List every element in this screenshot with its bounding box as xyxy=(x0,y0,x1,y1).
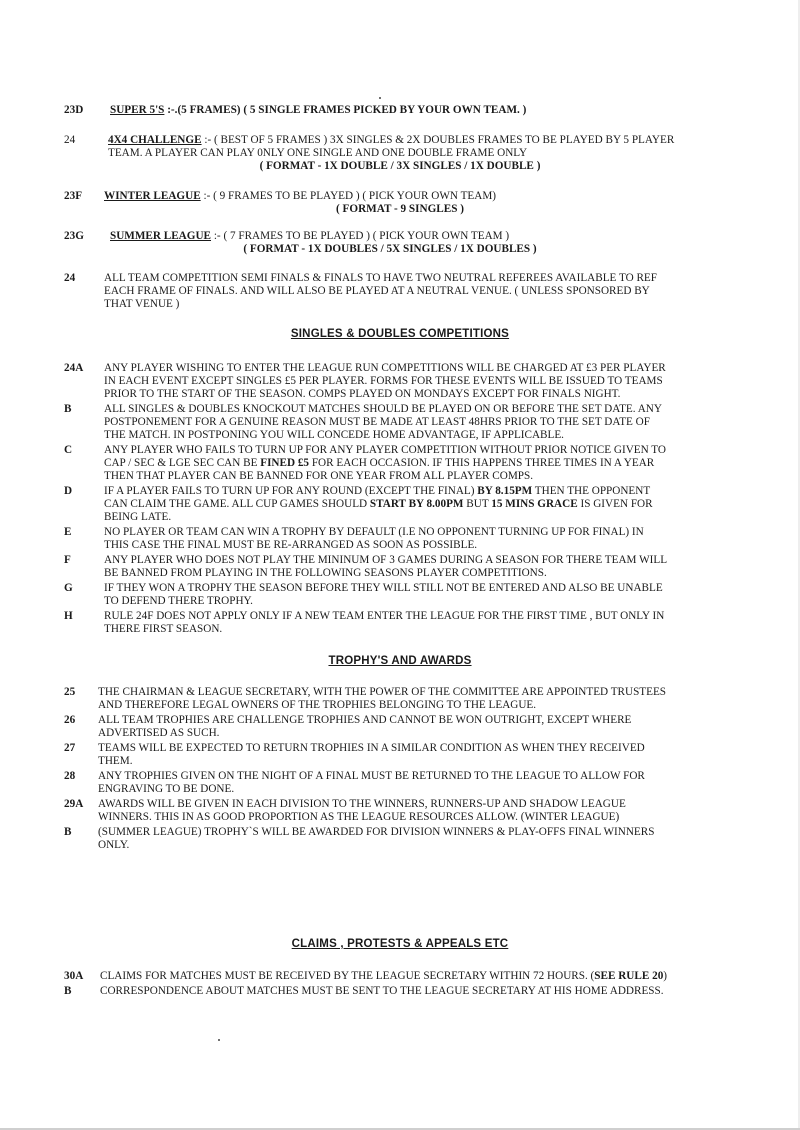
rule-text-line: NO PLAYER OR TEAM CAN WIN A TROPHY BY DEFAULT (I.E NO OPPONENT TURNING UP FOR FINAL) IN xyxy=(104,526,644,538)
rule-text-line: ALL SINGLES & DOUBLES KNOCKOUT MATCHES SHOULD BE PLAYED ON OR BEFORE THE SET DATE. ANY xyxy=(104,403,662,415)
section-heading-singles: SINGLES & DOUBLES COMPETITIONS xyxy=(290,328,510,340)
rule-number: B xyxy=(64,985,72,997)
rule-text-line: ADVERTISED AS SUCH. xyxy=(98,727,220,739)
text-run: CLAIMS FOR MATCHES MUST BE RECEIVED BY THE LEAGUE SECRETARY WITHIN 72 HOURS. ( xyxy=(100,970,595,982)
rule-text-line xyxy=(100,970,667,983)
rule-format: ( FORMAT - 1X DOUBLES / 5X SINGLES / 1X DOUBLES ) xyxy=(243,243,537,255)
rule-text-line: CORRESPONDENCE ABOUT MATCHES MUST BE SENT TO THE LEAGUE SECRETARY AT HIS HOME ADDRESS. xyxy=(100,985,664,997)
rule-text-line: THEM. xyxy=(98,755,133,767)
text-run: FOR EACH OCCASION. IF THIS HAPPENS THREE TIMES IN A YEAR xyxy=(309,457,655,469)
rule-text-line: IF THEY WON A TROPHY THE SEASON BEFORE THEY WILL STILL NOT BE ENTERED AND ALSO BE UNABLE xyxy=(104,582,663,594)
rule-number: 30A xyxy=(64,970,84,982)
rule-text-line: EACH FRAME OF FINALS. AND WILL ALSO BE PLAYED AT A NEUTRAL VENUE. ( UNLESS SPONSORED BY xyxy=(104,285,650,297)
speck-mark xyxy=(218,1039,220,1041)
rule-number: 23D xyxy=(64,104,84,116)
rule-text-line: ANY PLAYER WISHING TO ENTER THE LEAGUE RUN COMPETITIONS WILL BE CHARGED AT £3 PER PLAYER xyxy=(104,362,666,374)
text-run: THEN THE OPPONENT xyxy=(532,485,651,497)
text-run: ) xyxy=(663,970,668,982)
rule-number: C xyxy=(64,444,73,456)
section-heading-trophies: TROPHY'S AND AWARDS xyxy=(328,655,472,667)
start-time: START BY 8.00PM xyxy=(369,498,464,510)
rule-text-line: THE MATCH. IN POSTPONING YOU WILL CONCEDE HOME ADVANTAGE, IF APPLICABLE. xyxy=(104,429,564,441)
rule-text xyxy=(108,134,674,147)
rule-title-rest: :- ( 7 FRAMES TO BE PLAYED ) ( PICK YOUR OWN TEAM ) xyxy=(213,230,510,242)
section-heading-claims: CLAIMS , PROTESTS & APPEALS ETC xyxy=(291,938,509,950)
rule-text-line: ENGRAVING TO BE DONE. xyxy=(98,783,235,795)
rule-title: 4X4 CHALLENGE xyxy=(108,134,202,146)
rule-text-line: ALL TEAM TROPHIES ARE CHALLENGE TROPHIES AND CANNOT BE WON OUTRIGHT, EXCEPT WHERE xyxy=(98,714,632,726)
rule-text-line: WINNERS. THIS IN AS GOOD PROPORTION AS THE LEAGUE RESOURCES ALLOW. (WINTER LEAGUE) xyxy=(98,811,620,823)
rule-text-line: TEAM. A PLAYER CAN PLAY 0NLY ONE SINGLE AND ONE DOUBLE FRAME ONLY xyxy=(108,147,528,159)
rule-text-line: AWARDS WILL BE GIVEN IN EACH DIVISION TO THE WINNERS, RUNNERS-UP AND SHADOW LEAGUE xyxy=(98,798,626,810)
rule-text xyxy=(104,190,496,203)
rule-number: 26 xyxy=(64,714,76,726)
rule-title-rest: :- ( BEST OF 5 FRAMES ) 3X SINGLES & 2X DOUBLES FRAMES TO BE PLAYED BY 5 PLAYER xyxy=(204,134,675,146)
fine-amount: FINED £5 xyxy=(260,457,310,469)
text-run: IF A PLAYER FAILS TO TURN UP FOR ANY ROUND (EXCEPT THE FINAL) xyxy=(104,485,478,497)
rule-text-line: ANY PLAYER WHO FAILS TO TURN UP FOR ANY PLAYER COMPETITION WITHOUT PRIOR NOTICE GIVEN TO xyxy=(104,444,666,456)
rule-number: 24 xyxy=(64,272,76,284)
rule-text-line xyxy=(104,498,653,511)
text-run: BUT xyxy=(463,498,492,510)
rule-number: 25 xyxy=(64,686,76,698)
rule-text-line: IN EACH EVENT EXCEPT SINGLES £5 PER PLAYER. FORMS FOR THESE EVENTS WILL BE ISSUED TO TEAMS xyxy=(104,375,663,387)
rule-number: D xyxy=(64,485,73,497)
speck-mark xyxy=(379,97,381,99)
rule-text-line: RULE 24F DOES NOT APPLY ONLY IF A NEW TEAM ENTER THE LEAGUE FOR THE FIRST TIME , BUT ONLY IN xyxy=(104,610,665,622)
rule-reference: SEE RULE 20 xyxy=(594,970,664,982)
rule-text-line: POSTPONEMENT FOR A GENUINE REASON MUST BE MADE AT LEAST 48HRS PRIOR TO THE SET DATE OF xyxy=(104,416,650,428)
rule-text-line xyxy=(104,457,654,470)
rule-text-line: PRIOR TO THE START OF THE SEASON. COMPS PLAYED ON MONDAYS EXCEPT FOR FINALS NIGHT. xyxy=(104,388,621,400)
rule-text-line: TEAMS WILL BE EXPECTED TO RETURN TROPHIES IN A SIMILAR CONDITION AS WHEN THEY RECEIVED xyxy=(98,742,645,754)
rule-format: ( FORMAT - 1X DOUBLE / 3X SINGLES / 1X DOUBLE ) xyxy=(259,160,541,172)
rule-number: B xyxy=(64,826,72,838)
rule-text-line: ALL TEAM COMPETITION SEMI FINALS & FINALS TO HAVE TWO NEUTRAL REFEREES AVAILABLE TO REF xyxy=(104,272,657,284)
rule-text-line: ONLY. xyxy=(98,839,130,851)
rule-text-line: THERE FIRST SEASON. xyxy=(104,623,223,635)
rule-number: 23G xyxy=(64,230,84,242)
rule-title-rest: :- ( 9 FRAMES TO BE PLAYED ) ( PICK YOUR OWN TEAM) xyxy=(203,190,497,202)
deadline-time: BY 8.15PM xyxy=(477,485,533,497)
rule-text-line: THEN THAT PLAYER CAN BE BANNED FOR ONE YEAR FROM ALL PLAYER COMPS. xyxy=(104,470,534,482)
rule-number: 28 xyxy=(64,770,76,782)
rule-number: E xyxy=(64,526,72,538)
rule-text-line: THIS CASE THE FINAL MUST BE RE-ARRANGED AS SOON AS POSSIBLE. xyxy=(104,539,478,551)
rule-number: F xyxy=(64,554,71,566)
rule-number: B xyxy=(64,403,72,415)
rule-text-line: ANY PLAYER WHO DOES NOT PLAY THE MININUM OF 3 GAMES DURING A SEASON FOR THERE TEAM WILL xyxy=(104,554,668,566)
rule-text-line: THE CHAIRMAN & LEAGUE SECRETARY, WITH THE POWER OF THE COMMITTEE ARE APPOINTED TRUSTEES xyxy=(98,686,667,698)
rule-title: SUMMER LEAGUE xyxy=(110,230,212,242)
rule-number: 29A xyxy=(64,798,84,810)
rule-number: 27 xyxy=(64,742,76,754)
rule-number: H xyxy=(64,610,73,622)
rule-text-line: BEING LATE. xyxy=(104,511,172,523)
rule-number: 24A xyxy=(64,362,84,374)
text-run: CAP / SEC & LGE SEC CAN BE xyxy=(104,457,261,469)
text-run: IS GIVEN FOR xyxy=(577,498,653,510)
rule-text-line: (SUMMER LEAGUE) TROPHY`S WILL BE AWARDED FOR DIVISION WINNERS & PLAY-OFFS FINAL WINNERS xyxy=(98,826,655,838)
rule-title-rest: :-.(5 FRAMES) ( 5 SINGLE FRAMES PICKED BY YOUR OWN TEAM. ) xyxy=(167,104,527,116)
text-run: CAN CLAIM THE GAME. ALL CUP GAMES SHOULD xyxy=(104,498,370,510)
rule-title: WINTER LEAGUE xyxy=(104,190,201,202)
rule-text-line: AND THEREFORE LEGAL OWNERS OF THE TROPHIES BELONGING TO THE LEAGUE. xyxy=(98,699,537,711)
rule-text-line: TO DEFEND THERE TROPHY. xyxy=(104,595,253,607)
rule-text-line: BE BANNED FROM PLAYING IN THE FOLLOWING SEASONS PLAYER COMPETITIONS. xyxy=(104,567,547,579)
rule-text-line xyxy=(104,485,650,498)
rule-text xyxy=(110,104,526,117)
rule-number: 23F xyxy=(64,190,83,202)
rule-text xyxy=(110,230,509,243)
rule-title: SUPER 5'S xyxy=(110,104,165,116)
rule-number: 24 xyxy=(64,134,76,146)
rule-number: G xyxy=(64,582,73,594)
grace-period: 15 MINS GRACE xyxy=(491,498,578,510)
rule-format: ( FORMAT - 9 SINGLES ) xyxy=(336,203,464,215)
rule-text-line: THAT VENUE ) xyxy=(104,298,180,310)
rule-text-line: ANY TROPHIES GIVEN ON THE NIGHT OF A FINAL MUST BE RETURNED TO THE LEAGUE TO ALLOW FOR xyxy=(98,770,645,782)
